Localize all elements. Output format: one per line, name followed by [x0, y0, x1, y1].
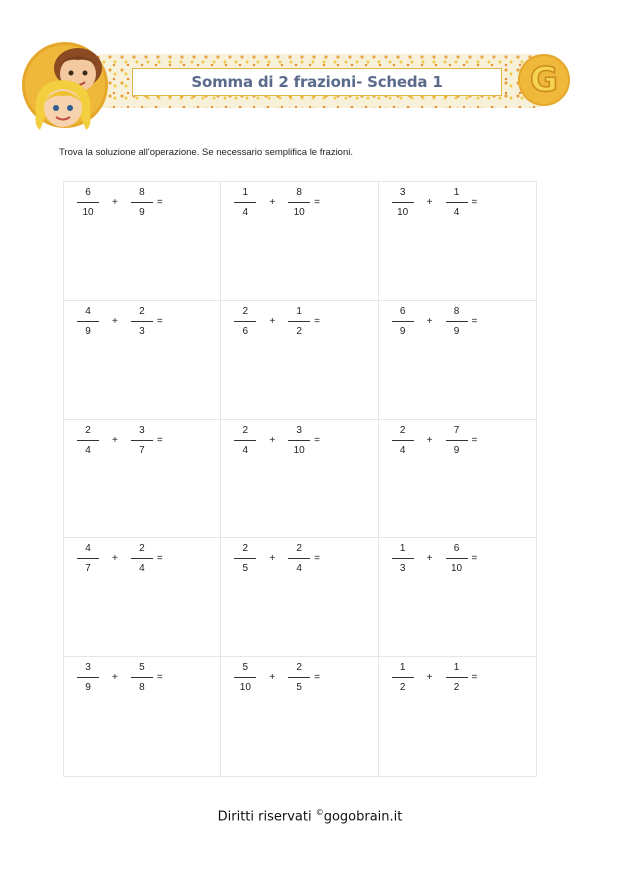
equals-sign: = — [471, 434, 478, 446]
fraction-bar — [288, 202, 310, 203]
exercise-cell — [379, 538, 536, 657]
denominator: 7 — [139, 444, 145, 456]
answer-space[interactable] — [379, 226, 536, 300]
equals-sign: = — [156, 553, 163, 565]
fraction-bar — [77, 440, 99, 441]
fraction-bar — [288, 440, 310, 441]
numerator: 3 — [296, 424, 302, 436]
exercise-cell — [221, 182, 378, 301]
fraction-bar — [77, 558, 99, 559]
fraction-bar — [234, 558, 256, 559]
footer — [0, 808, 620, 824]
fraction-bar — [131, 440, 153, 441]
fraction-a — [76, 186, 100, 219]
fraction-a — [391, 186, 415, 219]
exercise-cell — [221, 301, 378, 420]
numerator: 1 — [453, 187, 460, 198]
answer-space[interactable] — [221, 582, 377, 656]
denominator: 10 — [293, 207, 305, 218]
fraction-b — [130, 661, 154, 694]
exercise-cell — [221, 538, 378, 657]
fraction-bar — [446, 321, 468, 322]
denominator: 10 — [82, 207, 94, 218]
denominator: 4 — [399, 444, 406, 456]
girl-avatar-icon — [30, 74, 96, 134]
numerator: 2 — [296, 662, 302, 674]
fraction-a — [233, 186, 257, 219]
answer-space[interactable] — [64, 464, 220, 538]
fraction-a — [233, 305, 257, 338]
exercise-cell — [64, 420, 221, 539]
fraction-bar — [288, 558, 310, 559]
exercise-cell — [64, 657, 221, 776]
denominator: 4 — [242, 207, 249, 218]
denominator: 10 — [397, 207, 409, 218]
denominator: 3 — [399, 563, 406, 575]
numerator: 5 — [139, 662, 145, 674]
exercise-cell — [221, 420, 378, 539]
fraction-a — [76, 305, 100, 338]
fraction-bar — [288, 677, 310, 678]
answer-space[interactable] — [221, 701, 377, 776]
fraction-bar — [131, 202, 153, 203]
equals-sign: = — [471, 315, 478, 327]
fraction-bar — [234, 321, 256, 322]
answer-space[interactable] — [379, 701, 536, 776]
fraction-bar — [234, 440, 256, 441]
fraction-expression — [76, 661, 163, 694]
numerator: 8 — [453, 305, 460, 317]
denominator: 9 — [399, 325, 406, 337]
fraction-expression — [76, 186, 163, 219]
fraction-bar — [131, 677, 153, 678]
fraction-b — [130, 542, 154, 575]
plus-operator: + — [426, 197, 433, 208]
fraction-bar — [446, 440, 468, 441]
plus-operator: + — [112, 434, 118, 446]
equals-sign: = — [314, 553, 321, 565]
numerator: 6 — [453, 543, 460, 555]
plus-operator: + — [269, 553, 276, 565]
plus-operator: + — [426, 553, 433, 565]
fraction-a — [76, 424, 100, 457]
fraction-a — [76, 661, 100, 694]
fraction-bar — [77, 321, 99, 322]
fraction-bar — [446, 202, 468, 203]
fraction-expression — [233, 305, 320, 338]
answer-space[interactable] — [379, 345, 536, 419]
numerator: 4 — [85, 543, 91, 555]
plus-operator: + — [426, 672, 433, 684]
numerator: 1 — [242, 187, 249, 198]
fraction-expression — [391, 186, 478, 219]
exercise-cell — [379, 657, 536, 776]
answer-space[interactable] — [64, 226, 220, 300]
fraction-bar — [446, 558, 468, 559]
answer-space[interactable] — [64, 582, 220, 656]
numerator: 2 — [242, 424, 249, 436]
answer-space[interactable] — [379, 464, 536, 538]
fraction-expression — [391, 424, 478, 457]
numerator: 8 — [139, 187, 145, 198]
numerator: 5 — [242, 662, 249, 674]
fraction-expression — [76, 542, 163, 575]
equals-sign: = — [471, 197, 478, 208]
exercise-cell — [379, 301, 536, 420]
denominator: 10 — [293, 444, 305, 456]
numerator: 1 — [399, 662, 406, 674]
fraction-a — [233, 661, 257, 694]
exercise-cell — [379, 420, 536, 539]
fraction-bar — [234, 677, 256, 678]
fraction-expression — [391, 542, 478, 575]
fraction-bar — [392, 677, 414, 678]
fraction-b — [287, 661, 311, 694]
numerator: 2 — [85, 424, 91, 436]
fraction-a — [233, 424, 257, 457]
fraction-bar — [77, 677, 99, 678]
fraction-b — [287, 186, 311, 219]
denominator: 9 — [85, 325, 91, 337]
page-title: Somma di 2 frazioni- Scheda 1 — [191, 73, 443, 91]
fraction-b — [445, 542, 469, 575]
fraction-b — [445, 186, 469, 219]
fraction-a — [76, 542, 100, 575]
fraction-a — [391, 305, 415, 338]
exercise-grid — [63, 181, 537, 777]
denominator: 4 — [139, 563, 145, 575]
plus-operator: + — [269, 197, 276, 208]
fraction-bar — [288, 321, 310, 322]
denominator: 10 — [450, 563, 463, 575]
fraction-expression — [76, 424, 163, 457]
fraction-bar — [392, 321, 414, 322]
numerator: 1 — [296, 305, 302, 317]
fraction-expression — [233, 424, 320, 457]
numerator: 2 — [296, 543, 302, 555]
denominator: 5 — [296, 682, 302, 694]
numerator: 1 — [453, 662, 460, 674]
fraction-expression — [233, 542, 320, 575]
numerator: 3 — [85, 662, 91, 674]
equals-sign: = — [314, 197, 321, 208]
fraction-bar — [392, 202, 414, 203]
plus-operator: + — [112, 315, 118, 327]
denominator: 2 — [453, 682, 460, 694]
fraction-b — [287, 542, 311, 575]
plus-operator: + — [269, 315, 276, 327]
denominator: 3 — [139, 325, 145, 337]
gogobrain-logo — [518, 54, 570, 106]
answer-space[interactable] — [64, 701, 220, 776]
numerator: 7 — [453, 424, 460, 436]
fraction-bar — [77, 202, 99, 203]
denominator: 9 — [453, 444, 460, 456]
denominator: 4 — [296, 563, 302, 575]
plus-operator: + — [269, 434, 276, 446]
denominator: 9 — [85, 682, 91, 694]
answer-space[interactable] — [221, 345, 377, 419]
exercise-cell — [379, 182, 536, 301]
denominator: 2 — [399, 682, 406, 694]
fraction-b — [287, 305, 311, 338]
denominator: 6 — [242, 325, 249, 337]
denominator: 4 — [242, 444, 249, 456]
fraction-bar — [131, 558, 153, 559]
equals-sign: = — [156, 434, 163, 446]
equals-sign: = — [314, 315, 321, 327]
denominator: 9 — [453, 325, 460, 337]
exercise-cell — [64, 538, 221, 657]
footer-site: gogobrain.it — [323, 809, 403, 825]
denominator: 2 — [296, 325, 302, 337]
logo-letter: G — [530, 60, 558, 100]
denominator: 9 — [139, 207, 145, 218]
fraction-a — [391, 542, 415, 575]
fraction-expression — [391, 305, 478, 338]
plus-operator: + — [426, 315, 433, 327]
fraction-b — [445, 424, 469, 457]
numerator: 8 — [296, 187, 302, 198]
denominator: 4 — [453, 207, 460, 218]
fraction-bar — [131, 321, 153, 322]
title-box — [132, 68, 502, 96]
numerator: 6 — [399, 305, 406, 317]
plus-operator: + — [112, 553, 118, 565]
answer-space[interactable] — [221, 464, 377, 538]
copyright-symbol: © — [315, 808, 324, 817]
equals-sign: = — [471, 672, 478, 684]
fraction-expression — [233, 186, 320, 219]
numerator: 3 — [399, 187, 406, 198]
fraction-a — [233, 542, 257, 575]
fraction-b — [445, 661, 469, 694]
fraction-b — [130, 186, 154, 219]
numerator: 1 — [399, 543, 406, 555]
exercise-cell — [64, 301, 221, 420]
denominator: 5 — [242, 563, 249, 575]
denominator: 7 — [85, 563, 91, 575]
numerator: 2 — [139, 543, 145, 555]
fraction-bar — [392, 558, 414, 559]
equals-sign: = — [156, 315, 163, 327]
answer-space[interactable] — [379, 582, 536, 656]
exercise-cell — [64, 182, 221, 301]
fraction-expression — [391, 661, 478, 694]
numerator: 6 — [85, 187, 91, 198]
numerator: 2 — [242, 305, 249, 317]
fraction-bar — [392, 440, 414, 441]
equals-sign: = — [314, 434, 321, 446]
fraction-b — [130, 424, 154, 457]
equals-sign: = — [156, 672, 163, 684]
answer-space[interactable] — [221, 226, 377, 300]
exercise-cell — [221, 657, 378, 776]
plus-operator: + — [112, 197, 118, 208]
instruction-text: Trova la soluzione all'operazione. Se necessario semplifica le frazioni. — [59, 147, 353, 158]
fraction-b — [287, 424, 311, 457]
denominator: 10 — [239, 682, 251, 694]
fraction-b — [445, 305, 469, 338]
plus-operator: + — [269, 672, 276, 684]
numerator: 2 — [242, 543, 249, 555]
fraction-expression — [76, 305, 163, 338]
numerator: 2 — [139, 305, 145, 317]
fraction-expression — [233, 661, 320, 694]
fraction-a — [391, 424, 415, 457]
equals-sign: = — [471, 553, 478, 565]
equals-sign: = — [314, 672, 321, 684]
equals-sign: = — [156, 197, 163, 208]
denominator: 8 — [139, 682, 145, 694]
denominator: 4 — [85, 444, 91, 456]
numerator: 2 — [399, 424, 406, 436]
answer-space[interactable] — [64, 345, 220, 419]
fraction-bar — [234, 202, 256, 203]
fraction-b — [130, 305, 154, 338]
plus-operator: + — [426, 434, 433, 446]
fraction-bar — [446, 677, 468, 678]
numerator: 3 — [139, 424, 145, 436]
plus-operator: + — [112, 672, 118, 684]
fraction-a — [391, 661, 415, 694]
numerator: 4 — [85, 305, 91, 317]
footer-text: Diritti riservati — [217, 809, 316, 825]
